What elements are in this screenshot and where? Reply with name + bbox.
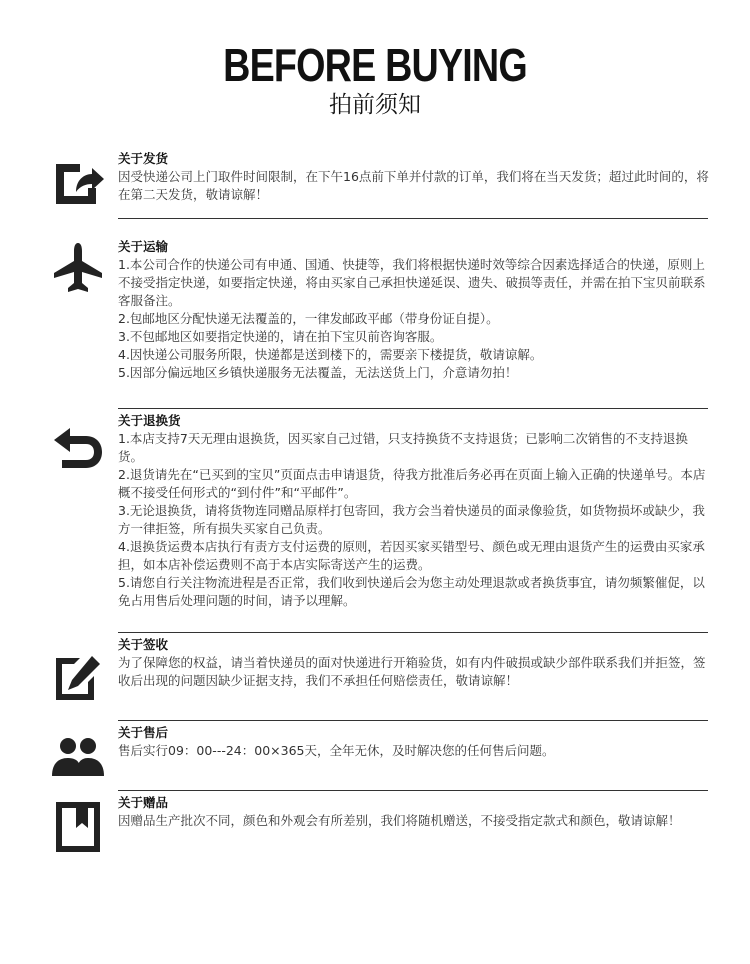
section-line: 因受快递公司上门取件时间限制，在下午16点前下单并付款的订单，我们将在当天发货；超过此时间的，将在第二天发货，敬请谅解！: [118, 169, 709, 202]
people-icon: [50, 730, 106, 786]
section-line: 1.本公司合作的快递公司有申通、国通、快捷等，我们将根据快递时效等综合因素选择适合的快递，原则上不接受指定快递，如要指定快递，将由买家自己承担快递延误、遗失、破损等责任，并需在拍下宝贝前联系客服备注。: [118, 257, 706, 308]
section-line: 4.退换货运费本店执行有责方支付运费的原则，若因买家买错型号、颜色或无理由退货产生的运费由买家承担，如本店补偿运费则不高于本店实际寄送产生的运费。: [118, 539, 705, 572]
section-line: 售后实行09：00---24：00×365天，全年无休，及时解决您的任何售后问题。: [118, 743, 555, 758]
section-heading: 关于退换货: [118, 413, 181, 428]
section-heading: 关于赠品: [118, 795, 169, 810]
section-heading: 关于发货: [118, 151, 169, 166]
return-arrow-icon: [50, 420, 106, 476]
section-line: 3.无论退换货，请将货物连同赠品原样打包寄回，我方会当着快递员的面录像验货，如货物损坏或缺少，我方一律拒签，所有损失买家自己负责。: [118, 503, 705, 536]
section-heading: 关于签收: [118, 637, 169, 652]
section-line: 4.因快递公司服务所限，快递都是送到楼下的，需要亲下楼提货，敬请谅解。: [118, 347, 543, 362]
section-line: 2.退货请先在“已买到的宝贝”页面点击申请退货，待我方批准后务必再在页面上输入正确的快递单号。本店概不接受任何形式的“到付件”和“平邮件”。: [118, 467, 706, 500]
title-cn: 拍前须知: [329, 92, 421, 118]
bookmark-icon: [50, 798, 106, 854]
section-line: 为了保障您的权益，请当着快递员的面对快递进行开箱验货，如有内件破损或缺少部件联系我们并拒签，签收后出现的问题因缺少证据支持，我们不承担任何赔偿责任，敬请谅解！: [118, 655, 706, 688]
section-line: 5.因部分偏远地区乡镇快递服务无法覆盖，无法送货上门，介意请勿拍！: [118, 365, 518, 380]
divider: [118, 218, 708, 219]
section-line: 2.包邮地区分配快递无法覆盖的，一律发邮政平邮（带身份证自提）。: [118, 311, 499, 326]
title-en: BEFORE BUYING: [223, 39, 527, 91]
divider: [118, 632, 708, 633]
section-heading: 关于售后: [118, 725, 169, 740]
airplane-icon: [50, 239, 106, 295]
share-arrow-icon: [50, 154, 106, 210]
divider: [118, 790, 708, 791]
divider: [118, 408, 708, 409]
section-line: 因赠品生产批次不同，颜色和外观会有所差别，我们将随机赠送，不接受指定款式和颜色，敬请谅解！: [118, 813, 681, 828]
section-line: 5.请您自行关注物流进程是否正常，我们收到快递后会为您主动处理退款或者换货事宜，请勿频繁催促，以免占用售后处理问题的时间，请予以理解。: [118, 575, 705, 608]
section-heading: 关于运输: [118, 239, 169, 254]
sign-pen-icon: [50, 650, 106, 706]
section-line: 1.本店支持7天无理由退换货，因买家自己过错，只支持换货不支持退货；已影响二次销售的不支持退换货。: [118, 431, 688, 464]
section-line: 3.不包邮地区如要指定快递的，请在拍下宝贝前咨询客服。: [118, 329, 443, 344]
divider: [118, 720, 708, 721]
